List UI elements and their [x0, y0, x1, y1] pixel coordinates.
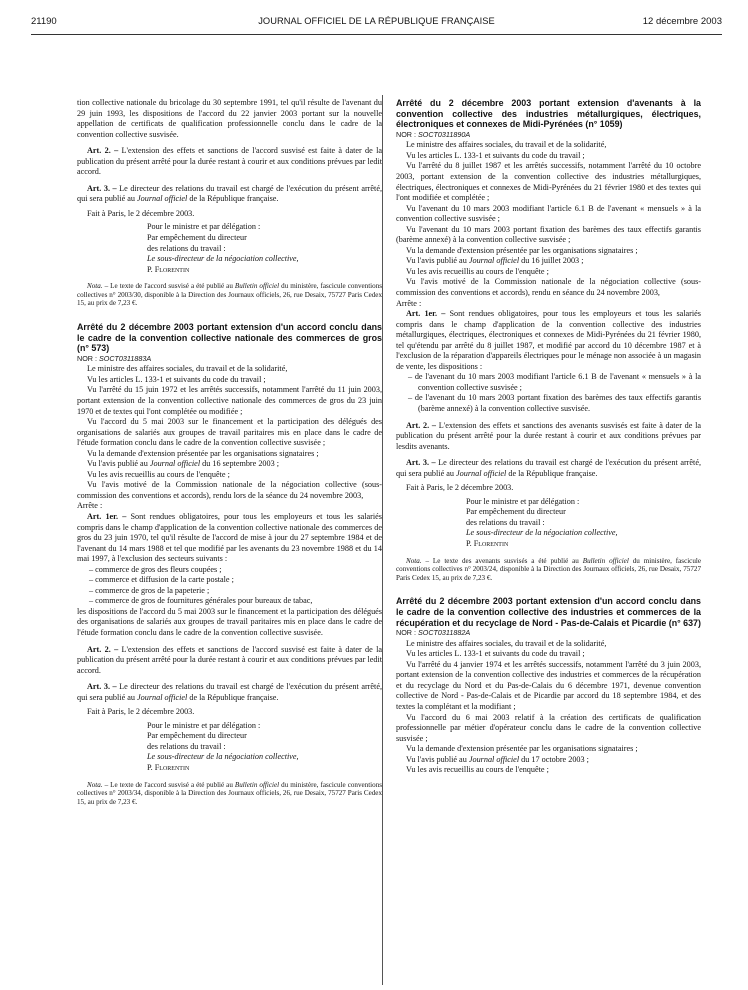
article-label: Art. 1er. –: [87, 511, 127, 521]
bulletin-reference: Bulletin officiel: [234, 282, 280, 291]
signature-block: [396, 497, 701, 550]
visa-paragraph: Le ministre des affaires sociales, du travail et de la solidarité,: [87, 364, 288, 374]
article-text: de la République française.: [187, 194, 279, 204]
nor-label: NOR :: [396, 628, 418, 638]
visa-paragraph: Vu l'avis motivé de la Commission nationale de la négociation collective (sous-commission des conventions et accords), rendu lors de la séance du 24 novembre 2003,: [77, 480, 382, 500]
visa-paragraph: Vu la demande d'extension présentée par les organisations signataires ;: [406, 744, 638, 754]
excluded-sector-item: – commerce de gros des fleurs coupées ;: [89, 564, 222, 574]
visa-paragraph: Vu l'arrêté du 4 janvier 1974 et les arrêtés successifs, notamment l'arrêté du 3 juin 2003, portant extension de la convention collective des industries et commerces de la récupération et du recyclage du Nord et du Pas-de-Calais du 6 décembre 1971, devenue convention collective de Nord - Pas-de-Calais et de Picardie par accord du 18 septembre 1984, et des textes la complétant et la modifiant ;: [396, 659, 701, 711]
nota-text: du ministère, fascicule conventions collectives n° 2003/24, disponible à la Direction des Journaux officiels, 26, rue Desaix, 75727 Paris Cedex 15, au prix de 7,23 €.: [396, 556, 701, 582]
signature-line: Pour le ministre et par délégation :: [147, 222, 261, 232]
visa-paragraph: [396, 256, 701, 267]
fait-a-paris: Fait à Paris, le 2 décembre 2003.: [87, 707, 195, 717]
arrete-title: Arrêté du 2 décembre 2003 portant extension d'avenants à la convention collective des industries métallurgiques, électriques, électroniques et connexes de Midi-Pyrénées (n° 1059): [396, 98, 701, 130]
visa-text: du 17 octobre 2003 ;: [519, 754, 589, 764]
article-text: L'extension des effets et sanctions de l'accord susvisé est faite à dater de la publication du présent arrêté pour la durée restant à courir et aux conditions prévues par ledit accord.: [77, 644, 382, 675]
visa-paragraph: Vu les articles L. 133-1 et suivants du code du travail ;: [406, 150, 585, 160]
journal-reference: Journal officiel: [468, 256, 520, 266]
visa-paragraph: Le ministre des affaires sociales, du travail et de la solidarité,: [406, 638, 607, 648]
left-column: [77, 98, 382, 806]
article-3: [77, 682, 382, 703]
article-text: de la République française.: [187, 692, 279, 702]
visa-paragraph: Vu les avis recueillis au cours de l'enquête ;: [406, 266, 549, 276]
nota-label: Nota.: [87, 780, 103, 789]
visa-paragraph: [77, 459, 382, 470]
bulletin-reference: Bulletin officiel: [234, 780, 280, 789]
visa-paragraph: Vu l'avis motivé de la Commission nationale de la négociation collective (sous-commission des conventions et accords), rendu en séance du 24 novembre 2003,: [396, 277, 701, 297]
arrete-heading: Arrête :: [77, 501, 103, 511]
visa-text: Vu l'avis publié au: [406, 754, 469, 764]
article-label: Art. 2. –: [87, 644, 119, 654]
article-2: [396, 421, 701, 453]
nor-label: NOR :: [396, 129, 418, 139]
signature-line: Par empêchement du directeur: [147, 731, 247, 741]
visa-paragraph: Vu les articles L. 133-1 et suivants du code du travail ;: [406, 649, 585, 659]
nota-label: Nota.: [406, 556, 422, 565]
nor-reference: [396, 628, 701, 639]
nota-note: [396, 557, 701, 583]
visa-text: Vu l'avis publié au: [406, 256, 469, 266]
nota-text: – Le texte des avenants susvisés a été publié au: [421, 556, 583, 565]
issue-date: 12 décembre 2003: [642, 16, 722, 27]
article-label: Art. 2. –: [406, 420, 437, 430]
running-header: [31, 16, 722, 32]
visa-paragraph: Vu l'arrêté du 15 juin 1972 et les arrêtés successifs, notamment l'arrêté du 11 juin 2003, portant extension de la convention collective nationale des commerces de gros du 23 juin 1970 et de textes qui l'ont complétée ou modifiée ;: [77, 385, 382, 416]
article-label: Art. 2. –: [87, 146, 119, 156]
signatory-name: P. Florentin: [147, 264, 190, 274]
right-column: [396, 98, 701, 776]
bulletin-reference: Bulletin officiel: [582, 556, 629, 565]
nor-code: SOCT0311882A: [417, 628, 471, 638]
journal-reference: Journal officiel: [137, 194, 188, 204]
nota-label: Nota.: [87, 282, 103, 291]
visa-paragraph: Vu l'accord du 6 mai 2003 relatif à la création des certificats de qualification professionnelle par métier d'opérateur conclu dans le cadre de la convention collective susvisée ;: [396, 712, 701, 743]
signature-line: Par empêchement du directeur: [147, 233, 247, 243]
visa-paragraph: Vu l'arrêté du 8 juillet 1987 et les arrêtés successifs, notamment l'arrêté du 10 octobre 2003, portant extension de la convention collective des industries métallurgiques, électriques, électroniques et connexes de Midi-Pyrénées du 21 février 1980 et des textes qui l'ont modifiée et complétée ;: [396, 161, 701, 203]
article-1: [77, 512, 382, 565]
visa-paragraph: [396, 755, 701, 766]
visa-paragraph: Vu les avis recueillis au cours de l'enquête ;: [406, 765, 549, 775]
visa-paragraph: Vu l'avenant du 10 mars 2003 modifiant l'article 6.1 B de l'avenant « mensuels » à la convention collective susvisée ;: [396, 203, 701, 224]
visa-text: du 16 septembre 2003 ;: [200, 459, 280, 469]
signature-line: Par empêchement du directeur: [466, 507, 566, 517]
provision-item: – de l'avenant du 10 mars 2003 portant fixation des barèmes des taux effectifs garantis (barème annexé) à la convention collective susvisée.: [408, 393, 701, 413]
signature-block: [77, 222, 382, 275]
article-text: Le directeur des relations du travail est chargé de l'exécution du présent arrêté, qui sera publié au: [77, 682, 382, 702]
visa-paragraph: Vu l'accord du 5 mai 2003 sur le financement et la participation des délégués des organisations de salariés aux groupes de travail paritaires mis en place dans le cadre de l'étude formation conclu dans le cadre de la convention collective susvisée ;: [77, 417, 382, 448]
arrete-title: Arrêté du 2 décembre 2003 portant extension d'un accord conclu dans le cadre de la convention collective nationale des commerces de gros (n° 573): [77, 321, 382, 354]
journal-title: JOURNAL OFFICIEL DE LA RÉPUBLIQUE FRANÇAISE: [258, 16, 495, 26]
article-2: [77, 146, 382, 178]
signature-line: des relations du travail :: [466, 517, 545, 527]
visa-paragraph: Vu l'avenant du 10 mars 2003 portant fixation des barèmes des taux effectifs garantis (barème annexé) à la convention collective susvisée ;: [396, 224, 701, 245]
arrete-heading: Arrête :: [396, 298, 422, 308]
visa-text: du 16 juillet 2003 ;: [519, 256, 584, 266]
visa-paragraph: Vu les articles L. 133-1 et suivants du code du travail ;: [87, 374, 266, 384]
nor-code: SOCT0311890A: [417, 129, 471, 139]
article-3: [396, 458, 701, 479]
nor-code: SOCT0311883A: [98, 353, 152, 363]
signature-block: [77, 721, 382, 774]
article-text: de la République française.: [506, 468, 598, 478]
journal-reference: Journal officiel: [468, 754, 520, 764]
visa-text: Vu l'avis publié au: [87, 459, 150, 469]
signatory-title: Le sous-directeur de la négociation collective,: [147, 254, 299, 264]
article-label: Art. 1er. –: [406, 309, 446, 319]
visa-paragraph: Le ministre des affaires sociales, du travail et de la solidarité,: [406, 140, 607, 150]
article-label: Art. 3. –: [406, 458, 436, 468]
fait-a-paris: Fait à Paris, le 2 décembre 2003.: [406, 483, 514, 493]
article-text: Le directeur des relations du travail est chargé de l'exécution du présent arrêté, qui sera publié au: [396, 458, 701, 478]
article-2: [77, 645, 382, 677]
journal-reference: Journal officiel: [137, 692, 188, 702]
signature-line: Pour le ministre et par délégation :: [466, 496, 580, 506]
article-1-continuation: les dispositions de l'accord du 5 mai 2003 sur le financement et la participation des délégués des organisations de salariés aux groupes de travail paritaires mis en place dans le cadre de l'étude formation conclu dans le cadre de la convention collective susvisée.: [77, 606, 382, 637]
article-text: Sont rendues obligatoires, pour tous les employeurs et tous les salariés compris dans le champ d'application de la convention collective nationale des commerces de gros du 23 juin 1970, tel qu'il résulte de l'accord de mise à jour du 27 septembre 1984 et de l'avenant du 14 mars 1988 et tel que modifié par les avenants du 23 novembre 1988 et du 14 mai 1997, à l'exclusion des secteurs suivants :: [77, 511, 382, 564]
journal-reference: Journal officiel: [456, 468, 507, 478]
article-text: L'extension des effets et sanctions des avenants susvisés est faite à dater de la publication du présent arrêté pour la durée restant à courir et aux conditions prévues par lesdits avenants.: [396, 420, 702, 451]
excluded-sector-item: – commerce de gros de fournitures générales pour bureaux de tabac,: [89, 596, 313, 606]
signature-line: des relations du travail :: [147, 243, 226, 253]
nota-text: du ministère, fascicule conventions collectives n° 2003/34, disponible à la Direction des Journaux officiels, 26, rue Desaix, 75727 Paris Cedex 15, au prix de 7,23 €.: [77, 780, 382, 806]
nor-label: NOR :: [77, 353, 99, 363]
excluded-sector-item: – commerce et diffusion de la carte postale ;: [89, 575, 234, 585]
article-text: Sont rendues obligatoires, pour tous les employeurs et tous les salariés compris dans le champ d'application de la convention collective des industries métallurgiques, électriques, électroniques et connexes de Midi-Pyrénées du 21 février 1980, tel qu'étendu par arrêté du 8 juillet 1987, et modifié par accord du 10 décembre 1987 et à l'exclusion de la réparation d'appareils électriques pour le ménage non associée à un magasin de vente, les dispositions :: [396, 309, 701, 371]
page-number: 21190: [31, 16, 57, 27]
nor-reference: [396, 130, 701, 141]
signatory-name: P. Florentin: [147, 763, 190, 772]
nor-reference: [77, 354, 382, 365]
article-text: L'extension des effets et sanctions de l'accord susvisé est faite à dater de la publication du présent arrêté pour la durée restant à courir et aux conditions prévues par ledit accord.: [77, 146, 382, 177]
article-text: Le directeur des relations du travail est chargé de l'exécution du présent arrêté, qui sera publié au: [77, 183, 382, 204]
signature-line: Pour le ministre et par délégation :: [147, 720, 261, 730]
header-rule: [31, 34, 722, 35]
article-3: [77, 184, 382, 205]
signatory-title: Le sous-directeur de la négociation collective,: [466, 528, 618, 538]
arrete-title: Arrêté du 2 décembre 2003 portant extension d'un accord conclu dans le cadre de la convention collective des industries et commerces de la récupération et du recyclage de Nord - Pas-de-Calais et Picardie (n° 637): [396, 596, 701, 628]
journal-reference: Journal officiel: [149, 459, 201, 469]
nota-text: du ministère, fascicule conventions collectives n° 2003/30, disponible à la Direction des Journaux officiels, 26, rue Desaix, 75727 Paris Cedex 15, au prix de 7,23 €.: [77, 282, 382, 308]
article-1: [396, 309, 701, 372]
excluded-sector-item: – commerce de gros de la papeterie ;: [89, 585, 210, 595]
visa-paragraph: Vu la demande d'extension présentée par les organisations signataires ;: [87, 448, 319, 458]
nota-note: [77, 282, 382, 308]
article-label: Art. 3. –: [87, 183, 117, 193]
nota-text: – Le texte de l'accord susvisé a été publié au: [102, 282, 235, 291]
column-rule: [382, 95, 383, 985]
signatory-name: P. Florentin: [466, 539, 509, 549]
signature-line: des relations du travail :: [147, 741, 226, 751]
article-label: Art. 3. –: [87, 682, 117, 692]
nota-text: – Le texte de l'accord susvisé a été publié au: [102, 780, 235, 789]
signatory-title: Le sous-directeur de la négociation collective,: [147, 752, 299, 762]
fait-a-paris: Fait à Paris, le 2 décembre 2003.: [87, 208, 195, 218]
visa-paragraph: Vu la demande d'extension présentée par les organisations signataires ;: [406, 245, 638, 255]
nota-note: [77, 781, 382, 807]
continuation-paragraph: tion collective nationale du bricolage du 30 septembre 1991, tel qu'il résulte de l'avenant du 29 juin 1993, les dispositions de l'accord du 22 janvier 2003 portant sur la nouvelle appellation de certificats de qualification professionnelle conclu dans le cadre de la convention collective susvisée.: [77, 98, 382, 139]
visa-paragraph: Vu les avis recueillis au cours de l'enquête ;: [87, 469, 230, 479]
provision-item: – de l'avenant du 10 mars 2003 modifiant l'article 6.1 B de l'avenant « mensuels » à la convention collective susvisée ;: [408, 372, 701, 392]
